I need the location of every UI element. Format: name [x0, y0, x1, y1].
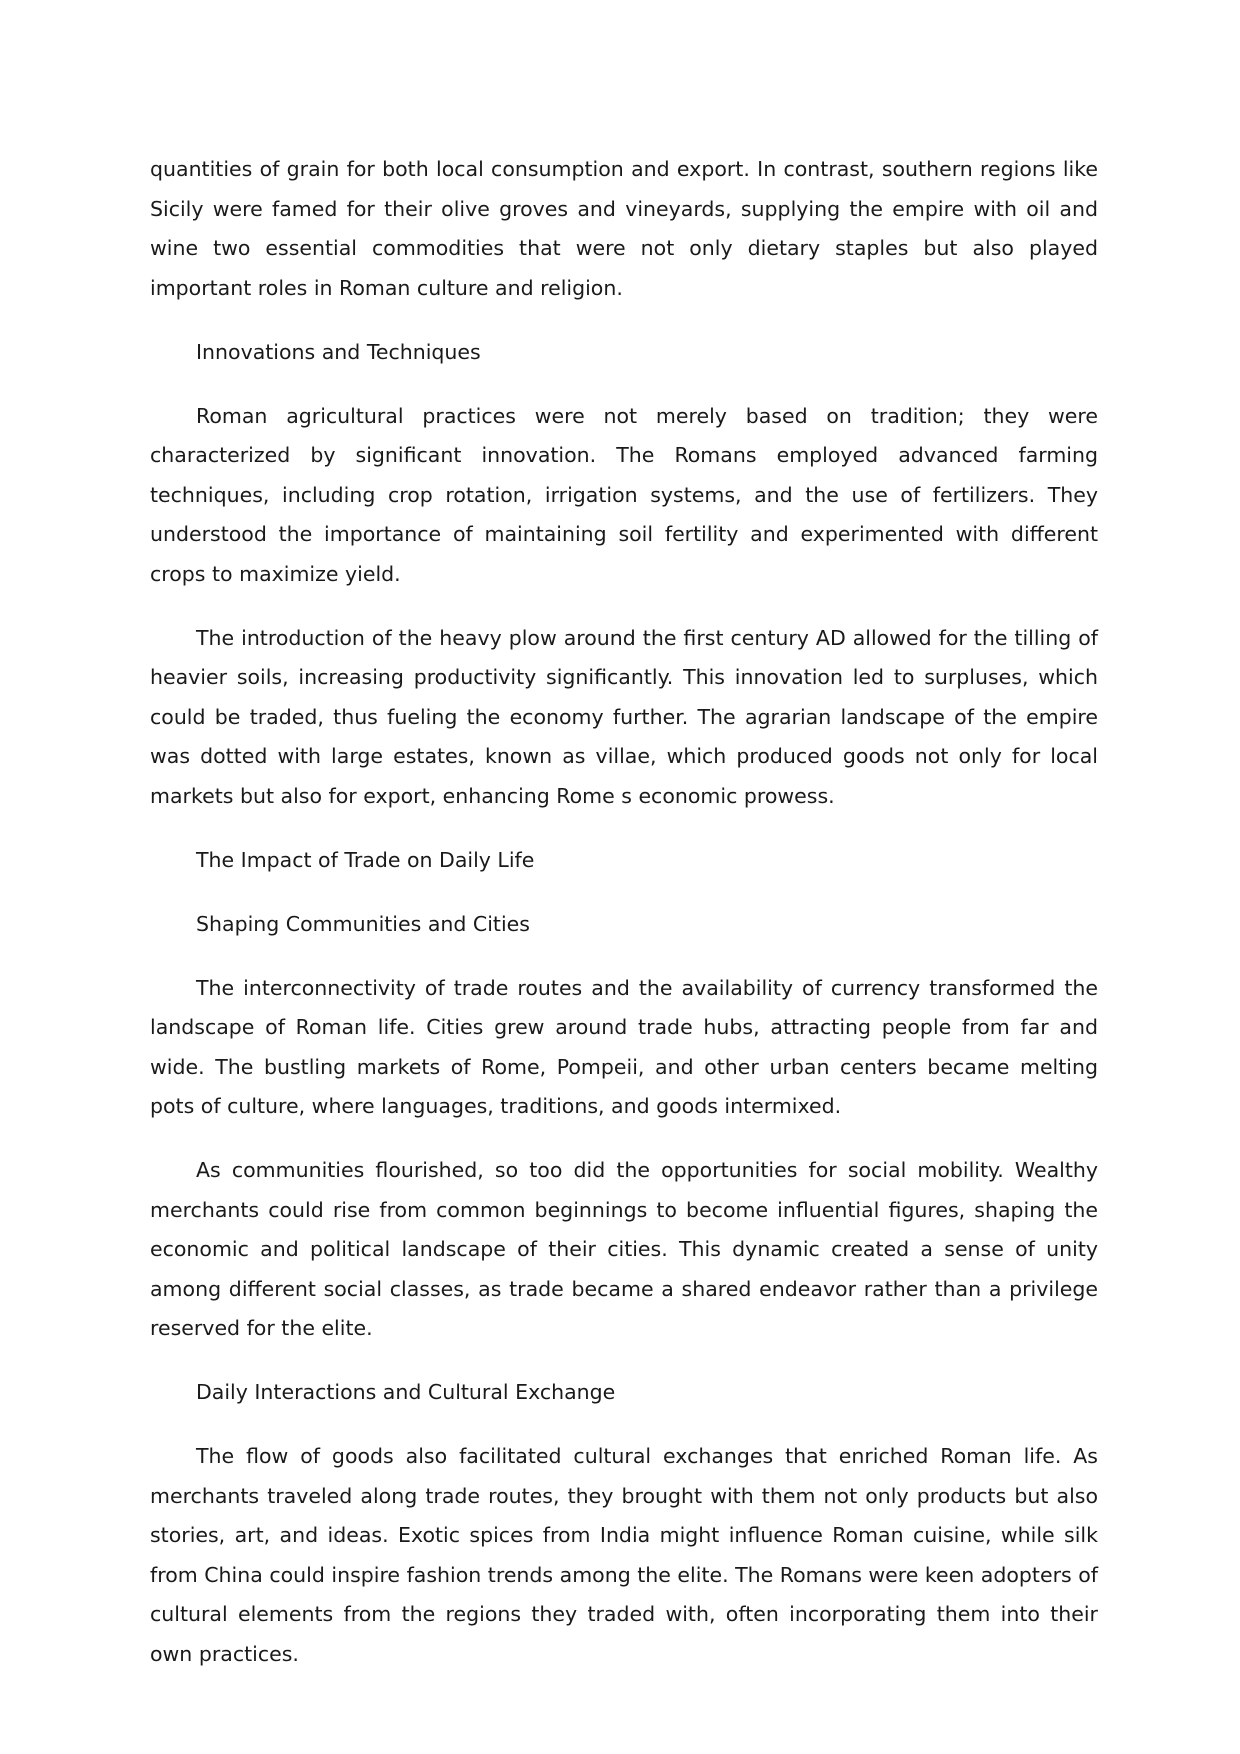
heading-impact-of-trade: The Impact of Trade on Daily Life: [196, 847, 535, 872]
heading-shaping-communities: Shaping Communities and Cities: [196, 911, 530, 936]
heading-daily-interactions: Daily Interactions and Cultural Exchange: [196, 1380, 616, 1404]
paragraph-cultural-exchange: The flow of goods also facilitated cultural exchanges that enriched Roman life. As merchants traveled along trade routes, they brought with them not only products but also stories, art, and ideas. Exotic spices from India might influence Roman cuisine, while silk from China could inspire fashion trends among the elite. The Romans were keen adopters of cultural elements from the regions they traded with, often incorporating them into their own practices.: [150, 1444, 1098, 1666]
paragraph-agricultural-innovation: Roman agricultural practices were not merely based on tradition; they were characterized by significant innovation. The Romans employed advanced farming techniques, including crop rotation, irrigation systems, and the use of fertilizers. They understood the importance of maintaining soil fertility and experimented with different crops to maximize yield.: [150, 403, 1098, 586]
paragraph-continued-grain: quantities of grain for both local consumption and export. In contrast, southern regions like Sicily were famed for their olive groves and vineyards, supplying the empire with oil and wine two essential commodities that were not only dietary staples but also played important roles in Roman culture and religion.: [150, 157, 1098, 300]
paragraph-trade-routes-cities: The interconnectivity of trade routes and the availability of currency transformed the landscape of Roman life. Cities grew around trade hubs, attracting people from far and wide. The bustling markets of Rome, Pompeii, and other urban centers became melting pots of culture, where languages, traditions, and goods intermixed.: [150, 975, 1098, 1118]
paragraph-social-mobility: As communities flourished, so too did the opportunities for social mobility. Wealthy merchants could rise from common beginnings to become influential figures, shaping the economic and political landscape of their cities. This dynamic created a sense of unity among different social classes, as trade became a shared endeavor rather than a privilege reserved for the elite.: [150, 1158, 1098, 1340]
heading-innovations-and-techniques: Innovations and Techniques: [196, 339, 481, 364]
document-page: [150, 150, 1098, 1699]
paragraph-heavy-plow: The introduction of the heavy plow around the first century AD allowed for the tilling of heavier soils, increasing productivity significantly. This innovation led to surpluses, which could be traded, thus fueling the economy further. The agrarian landscape of the empire was dotted with large estates, known as villae, which produced goods not only for local markets but also for export, enhancing Rome s economic prowess.: [150, 625, 1098, 808]
